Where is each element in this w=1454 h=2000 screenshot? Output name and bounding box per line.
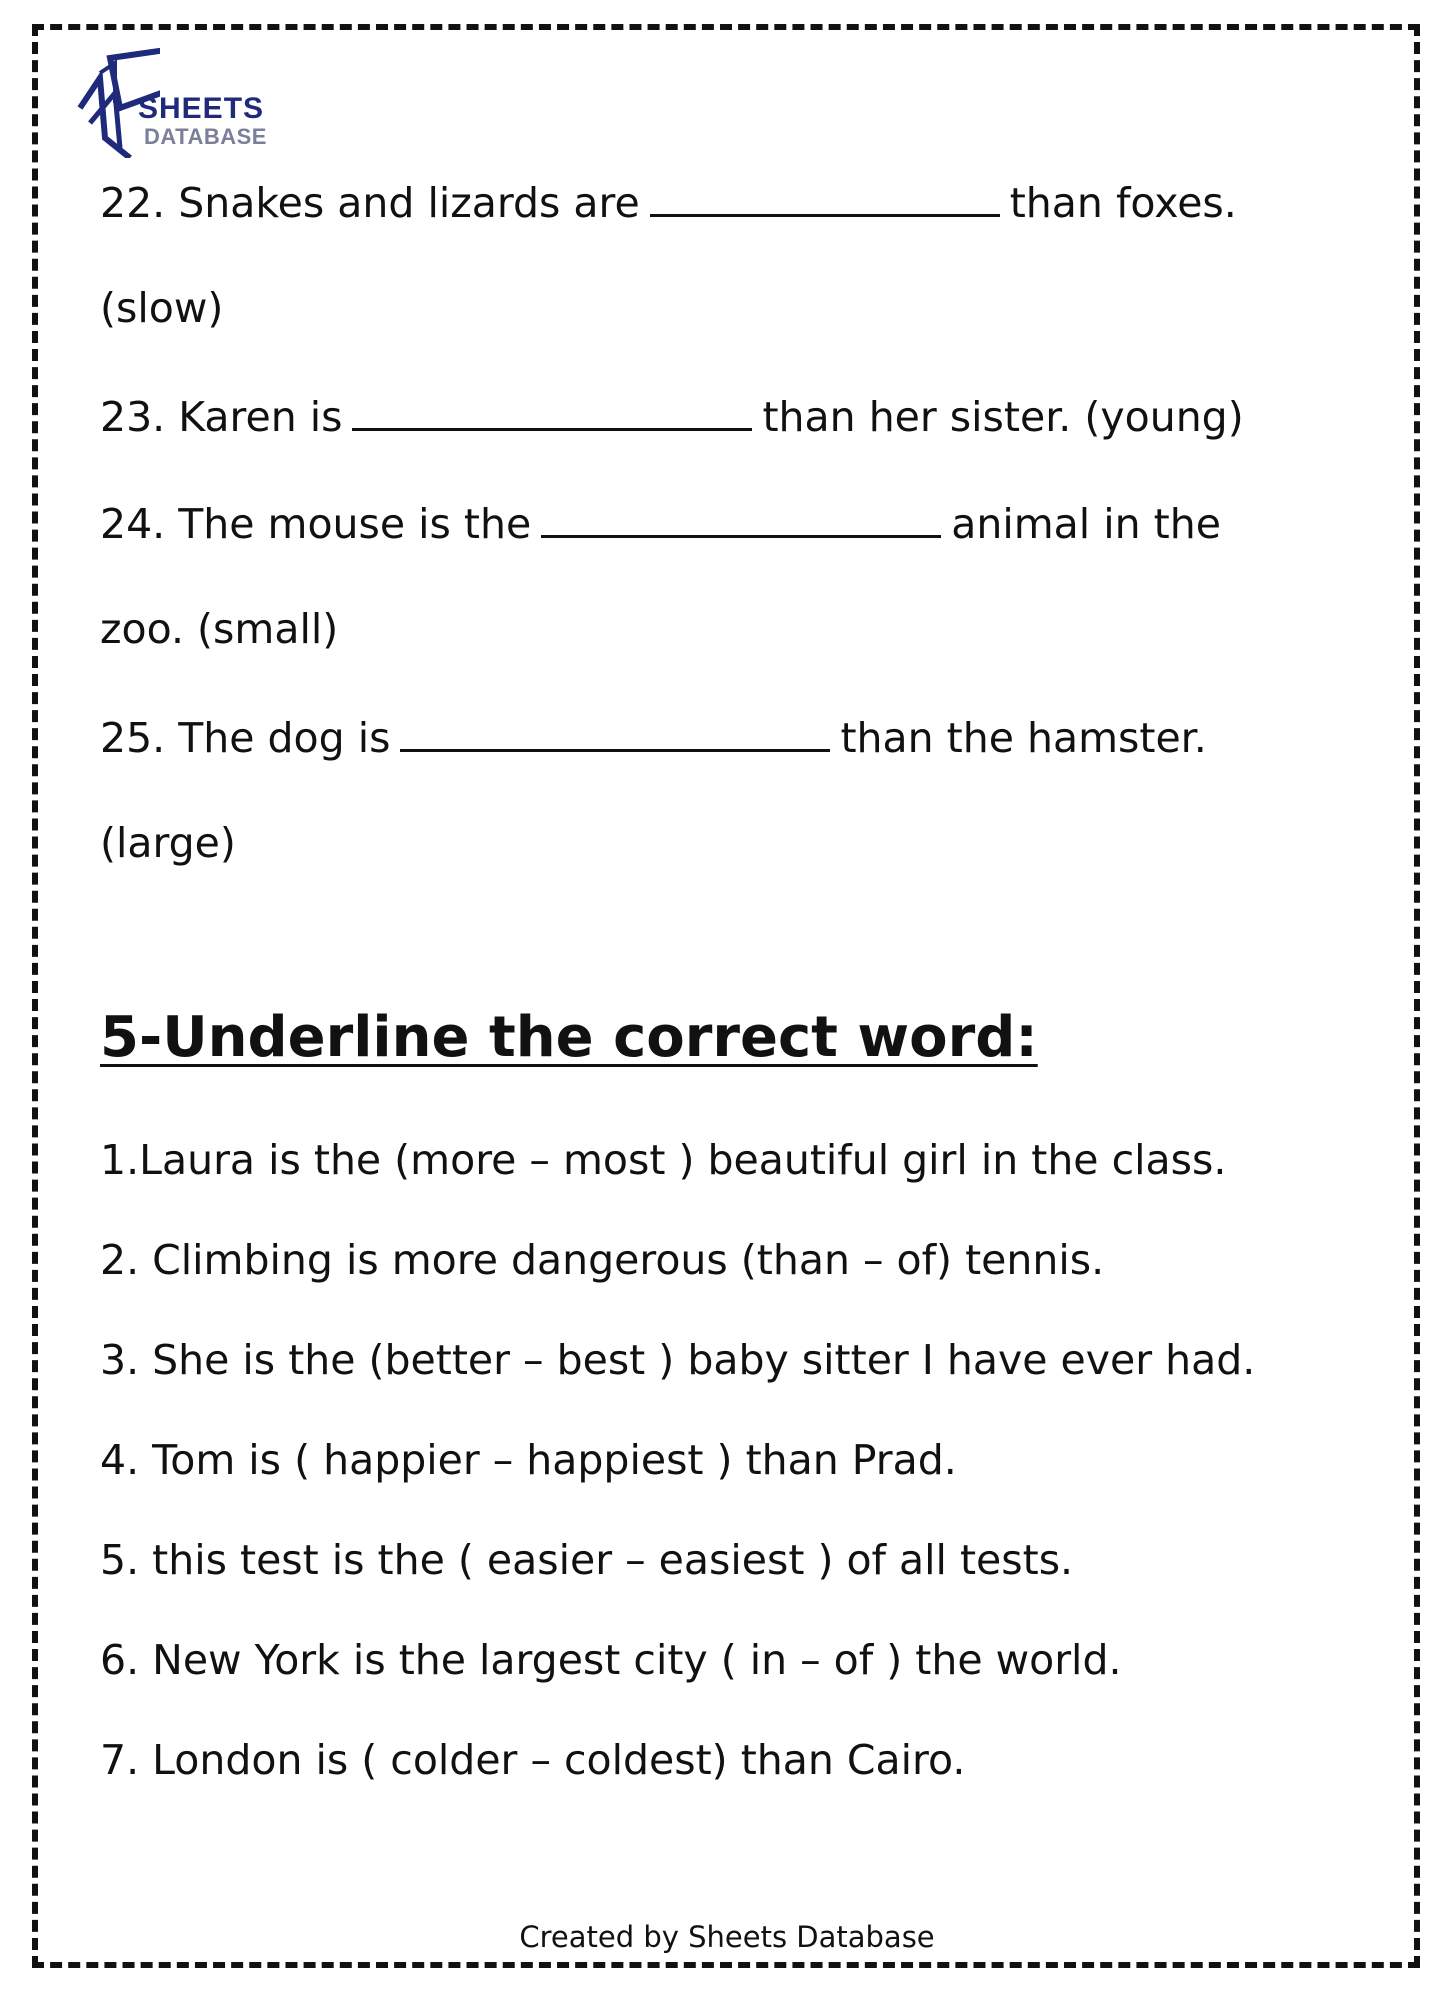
question-22-hint (100, 283, 223, 333)
hint-text: (large) (100, 819, 236, 867)
question-25 (100, 711, 1207, 763)
logo-text-sheets: SHEETS (138, 92, 265, 125)
underline-item-4: 4. Tom is ( happier – happiest ) than Prad. (100, 1436, 957, 1484)
question-text: 25. The dog is (100, 714, 391, 762)
question-text: than foxes. (1009, 179, 1237, 227)
question-text: 23. Karen is (100, 393, 343, 441)
underline-item-3: 3. She is the (better – best ) baby sitter I have ever had. (100, 1336, 1256, 1384)
question-22 (100, 176, 1237, 228)
underline-item-1: 1.Laura is the (more – most ) beautiful girl in the class. (100, 1136, 1227, 1184)
question-text: animal in the (951, 500, 1221, 548)
sheets-database-logo (70, 48, 270, 168)
underline-item-5: 5. this test is the ( easier – easiest ) of all tests. (100, 1536, 1074, 1584)
hint-text: zoo. (small) (100, 605, 339, 653)
question-23 (100, 390, 1244, 442)
answer-blank[interactable] (400, 711, 830, 752)
question-25-hint (100, 818, 236, 868)
section-5-heading: 5-Underline the correct word: (100, 1005, 1038, 1070)
question-text: than the hamster. (840, 714, 1207, 762)
footer-credit: Created by Sheets Database (519, 1920, 935, 1954)
question-text: 22. Snakes and lizards are (100, 179, 640, 227)
answer-blank[interactable] (650, 176, 1000, 217)
question-24-hint (100, 604, 338, 654)
question-text: 24. The mouse is the (100, 500, 532, 548)
answer-blank[interactable] (352, 390, 752, 431)
logo-text-database: DATABASE (144, 124, 267, 149)
underline-item-6: 6. New York is the largest city ( in – of ) the world. (100, 1636, 1122, 1684)
answer-blank[interactable] (541, 497, 941, 538)
hint-text: (slow) (100, 284, 224, 332)
question-24 (100, 497, 1221, 549)
question-text: than her sister. (young) (762, 393, 1244, 441)
underline-item-7: 7. London is ( colder – coldest) than Cairo. (100, 1736, 966, 1784)
underline-item-2: 2. Climbing is more dangerous (than – of) tennis. (100, 1236, 1105, 1284)
